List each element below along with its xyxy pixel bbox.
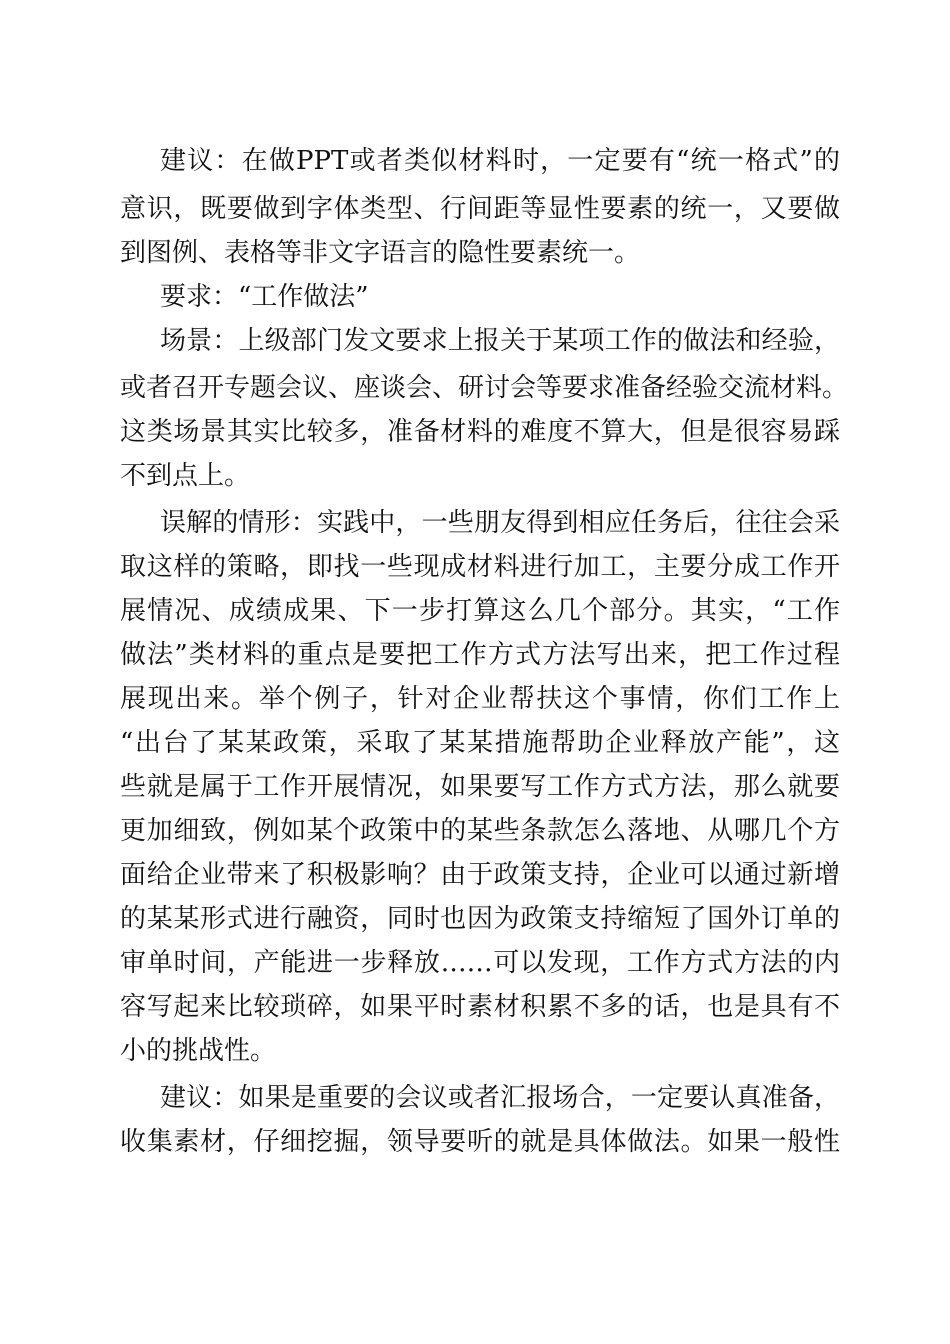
paragraph-misunderstanding-line-11: 审单时间，产能进一步释放……可以发现，工作方式方法的内 bbox=[120, 948, 840, 978]
paragraph-misunderstanding-line-12: 容写起来比较琐碎，如果平时素材积累不多的话，也是具有不 bbox=[120, 992, 840, 1022]
paragraph-misunderstanding-line-5: 展现出来。举个例子，针对企业帮扶这个事情，你们工作上 bbox=[120, 684, 840, 714]
paragraph-scenario-line-4: 不到点上。 bbox=[120, 461, 251, 491]
paragraph-misunderstanding-line-13: 小的挑战性。 bbox=[120, 1036, 277, 1066]
paragraph-scenario-line-3: 这类场景其实比较多，准备材料的难度不算大，但是很容易踩 bbox=[120, 417, 840, 447]
paragraph-misunderstanding-line-1: 误解的情形：实践中，一些朋友得到相应任务后，往往会采 bbox=[160, 508, 840, 538]
paragraph-misunderstanding-line-4: 做法”类材料的重点是要把工作方式方法写出来，把工作过程 bbox=[120, 640, 840, 670]
paragraph-suggestion-2-line-2: 收集素材，仔细挖掘，领导要听的就是具体做法。如果一般性 bbox=[120, 1127, 840, 1157]
paragraph-misunderstanding-line-7: 些就是属于工作开展情况，如果要写工作方式方法，那么就要 bbox=[120, 772, 840, 802]
paragraph-misunderstanding-line-8: 更加细致，例如某个政策中的某些条款怎么落地、从哪几个方 bbox=[120, 816, 840, 846]
paragraph-scenario-line-1: 场景：上级部门发文要求上报关于某项工作的做法和经验， bbox=[160, 326, 840, 356]
paragraph-suggestion-1-line-1: 建议：在做PPT或者类似材料时，一定要有“统一格式”的 bbox=[160, 146, 840, 176]
paragraph-suggestion-1-line-2: 意识，既要做到字体类型、行间距等显性要素的统一，又要做 bbox=[120, 194, 840, 224]
paragraph-misunderstanding-line-2: 取这样的策略，即找一些现成材料进行加工，主要分成工作开 bbox=[120, 552, 840, 582]
paragraph-misunderstanding-line-10: 的某某形式进行融资，同时也因为政策支持缩短了国外订单的 bbox=[120, 904, 840, 934]
paragraph-scenario-line-2: 或者召开专题会议、座谈会、研讨会等要求准备经验交流材料。 bbox=[120, 373, 849, 403]
paragraph-misunderstanding-line-9: 面给企业带来了积极影响？由于政策支持，企业可以通过新增 bbox=[120, 860, 840, 890]
heading-requirement: 要求：“工作做法” bbox=[160, 282, 369, 312]
paragraph-suggestion-2-line-1: 建议：如果是重要的会议或者汇报场合，一定要认真准备， bbox=[160, 1083, 840, 1113]
paragraph-misunderstanding-line-6: “出台了某某政策，采取了某某措施帮助企业释放产能”，这 bbox=[120, 728, 840, 758]
paragraph-misunderstanding-line-3: 展情况、成绩成果、下一步打算这么几个部分。其实，“工作 bbox=[120, 596, 840, 626]
paragraph-suggestion-1-line-3: 到图例、表格等非文字语言的隐性要素统一。 bbox=[120, 238, 641, 268]
